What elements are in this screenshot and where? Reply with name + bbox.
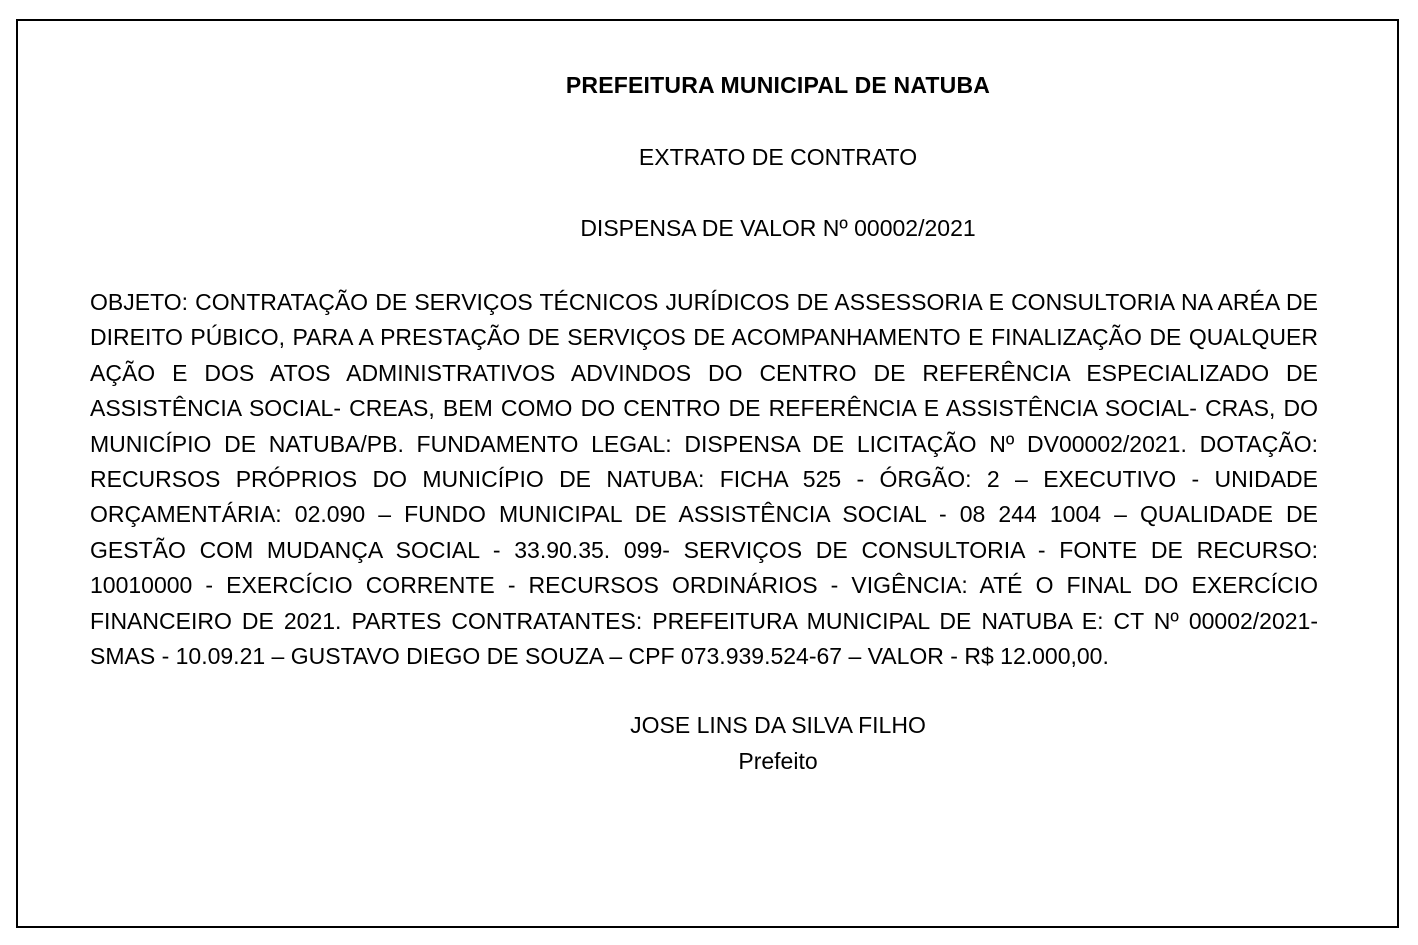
contract-body: OBJETO: CONTRATAÇÃO DE SERVIÇOS TÉCNICOS JURÍDICOS DE ASSESSORIA E CONSULTORIA NA ARÉA DE DIREITO PÚBICO, PARA A PRESTAÇÃO DE SERVIÇOS DE ACOMPANHAMENTO E FINALIZAÇÃO DE QUALQUER AÇÃO E DOS ATOS ADMINISTRATIVOS ADVINDOS DO CENTRO DE REFERÊNCIA ESPECIALIZADO DE ASSISTÊNCIA SOCIAL- CREAS, BEM COMO DO CENTRO DE REFERÊNCIA E ASSISTÊNCIA SOCIAL- CRAS, DO MUNICÍPIO DE NATUBA/PB. FUNDAMENTO LEGAL: DISPENSA DE LICITAÇÃO Nº DV00002/2021. DOTAÇÃO: RECURSOS PRÓPRIOS DO MUNICÍPIO DE NATUBA: FICHA 525 - ÓRGÃO: 2 – EXECUTIVO - UNIDADE ORÇAMENTÁRIA: 02.090 – FUNDO MUNICIPAL DE ASSISTÊNCIA SOCIAL - 08 244 1004 – QUALIDADE DE GESTÃO COM MUDANÇA SOCIAL - 33.90.35. 099- SERVIÇOS DE CONSULTORIA - FONTE DE RECURSO: 10010000 - EXERCÍCIO CORRENTE - RECURSOS ORDINÁRIOS - VIGÊNCIA: ATÉ O FINAL DO EXERCÍCIO FINANCEIRO DE 2021. PARTES CONTRATANTES: PREFEITURA MUNICIPAL DE NATUBA E: CT Nº 00002/2021-SMAS - 10.09.21 – GUSTAVO DIEGO DE SOUZA – CPF 073.939.524-67 – VALOR - R$ 12.000,00.	[90, 289, 1318, 670]
document-type: EXTRATO DE CONTRATO	[638, 144, 918, 170]
signer-name: JOSE LINS DA SILVA FILHO	[630, 712, 926, 738]
signer-role: Prefeito	[738, 748, 818, 774]
dispensa-number: DISPENSA DE VALOR Nº 00002/2021	[580, 215, 976, 241]
document-header: PREFEITURA MUNICIPAL DE NATUBA	[565, 72, 991, 98]
